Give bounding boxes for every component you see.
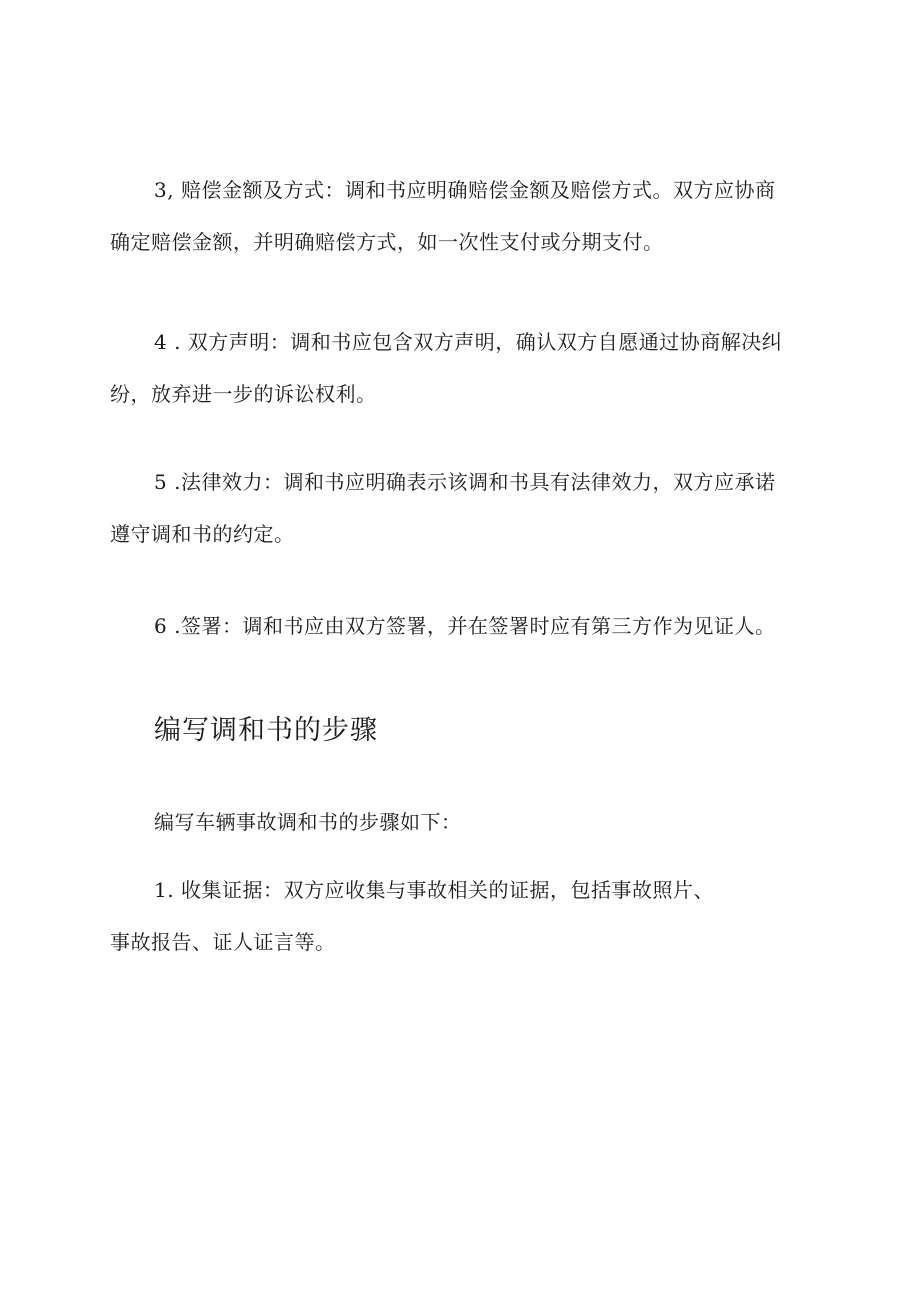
paragraph-collect-evidence (110, 864, 820, 968)
paragraph-line: 1. 收集证据：双方应收集与事故相关的证据，包括事故照片、 (154, 878, 714, 902)
paragraph-line: 纷，放弃进一步的诉讼权利。 (110, 382, 377, 406)
section-heading: 编写调和书的步骤 (154, 715, 378, 746)
paragraph-compensation (110, 164, 820, 268)
paragraph-line: 事故报告、证人证言等。 (110, 930, 336, 954)
paragraph-line: 遵守调和书的约定。 (110, 522, 295, 546)
paragraph-line: 确定赔偿金额，并明确赔偿方式，如一次性支付或分期支付。 (110, 230, 664, 254)
paragraph-line: 4 . 双方声明：调和书应包含双方声明，确认双方自愿通过协商解决纠 (154, 330, 783, 354)
paragraph-line: 5 .法律效力：调和书应明确表示该调和书具有法律效力，双方应承诺 (154, 470, 776, 494)
paragraph-line: 6 .签署：调和书应由双方签署，并在签署时应有第三方作为见证人。 (154, 614, 776, 638)
paragraph-legal-effect (110, 456, 820, 560)
paragraph-signing (110, 600, 820, 652)
paragraph-declaration (110, 316, 820, 420)
paragraph-line: 编写车辆事故调和书的步骤如下： (154, 810, 462, 834)
intro-paragraph (110, 796, 820, 848)
paragraph-line: 3, 赔偿金额及方式：调和书应明确赔偿金额及赔偿方式。双方应协商 (154, 178, 776, 202)
